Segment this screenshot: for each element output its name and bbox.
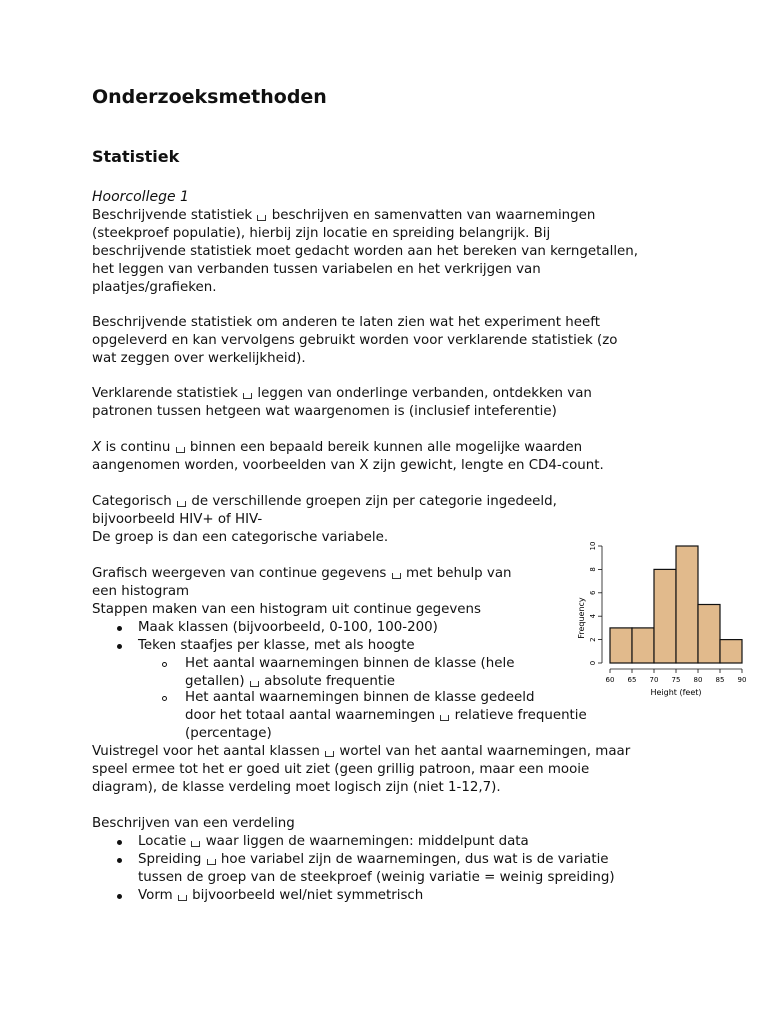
arrow-icon bbox=[325, 751, 334, 757]
x-tick-label: 80 bbox=[693, 676, 703, 684]
p2-line-2: opgeleverd en kan vervolgens gebruikt worden voor verklarende statistiek (zo bbox=[92, 333, 618, 348]
x-tick-label: 65 bbox=[627, 676, 637, 684]
arrow-icon bbox=[176, 447, 185, 453]
histogram-bar bbox=[720, 640, 742, 663]
p5-definition: de verschillende groepen zijn per categorie ingedeeld, bbox=[191, 494, 557, 509]
histogram-bar bbox=[698, 605, 720, 664]
sub-bullet-icon bbox=[162, 662, 167, 667]
p7-line-3: diagram), de klasse verdeling moet logisch zijn (niet 1-12,7). bbox=[92, 780, 501, 795]
steps-sub-2-line-3: (percentage) bbox=[185, 726, 272, 741]
x-tick-label: 90 bbox=[737, 676, 747, 684]
arrow-icon bbox=[243, 393, 252, 399]
p2-line-1: Beschrijvende statistiek om anderen te laten zien wat het experiment heeft bbox=[92, 315, 600, 330]
steps-sub-2-line-1: Het aantal waarnemingen binnen de klasse gedeeld bbox=[185, 690, 535, 705]
steps-sub-2-text: door het totaal aantal waarnemingen bbox=[185, 708, 436, 723]
histogram-bars bbox=[610, 546, 742, 663]
histogram-bar bbox=[610, 628, 632, 663]
p2-line-3: wat zeggen over werkelijkheid). bbox=[92, 351, 306, 366]
p6-line-3: Stappen maken van een histogram uit continue gegevens bbox=[92, 602, 481, 617]
x-axis-label: Height (feet) bbox=[650, 688, 702, 697]
histogram-bar bbox=[632, 628, 654, 663]
p1-line-1 bbox=[92, 207, 595, 225]
steps-sub-1-result: absolute frequentie bbox=[264, 674, 396, 689]
histogram-bar bbox=[676, 546, 698, 663]
arrow-icon bbox=[207, 859, 216, 865]
steps-sub-2-line-2 bbox=[185, 707, 587, 725]
x-tick-label: 70 bbox=[649, 676, 659, 684]
arrow-icon bbox=[178, 895, 187, 901]
steps-sub-2-result: relatieve frequentie bbox=[454, 708, 587, 723]
arrow-icon bbox=[440, 715, 449, 721]
x-tick-label: 75 bbox=[671, 676, 681, 684]
p5-line-3: De groep is dan een categorische variabele. bbox=[92, 530, 389, 545]
arrow-icon bbox=[392, 573, 401, 579]
p8-item-2-line-2: tussen de groep van de steekproef (weinig variatie = weinig spreiding) bbox=[138, 870, 615, 885]
p1-line-2: (steekproef populatie), hierbij zijn locatie en spreiding belangrijk. Bij bbox=[92, 226, 551, 241]
p6-term: Grafisch weergeven van continue gegevens bbox=[92, 566, 387, 581]
p8-item-3 bbox=[138, 887, 423, 905]
y-axis-label: Frequency bbox=[577, 597, 586, 639]
p1-line-3: beschrijvende statistiek moet gedacht worden aan het bereken van kerngetallen, bbox=[92, 244, 639, 259]
p8-item-2-definition: hoe variabel zijn de waarnemingen, dus wat is de variatie bbox=[220, 852, 609, 867]
arrow-icon bbox=[177, 501, 186, 507]
sub-bullet-icon bbox=[162, 696, 167, 701]
p1-definition: beschrijven en samenvatten van waarnemingen bbox=[271, 208, 596, 223]
histogram-chart bbox=[570, 538, 755, 703]
p8-item-2 bbox=[138, 851, 609, 869]
document-title: Onderzoeksmethoden bbox=[92, 86, 327, 108]
bullet-icon bbox=[117, 858, 122, 863]
p8-item-2-term: Spreiding bbox=[138, 852, 202, 867]
x-tick-label: 85 bbox=[715, 676, 725, 684]
steps-item-1: Maak klassen (bijvoorbeeld, 0-100, 100-200) bbox=[138, 620, 438, 635]
lecture-heading: Hoorcollege 1 bbox=[92, 189, 189, 205]
section-heading: Statistiek bbox=[92, 147, 180, 166]
histogram-bar bbox=[654, 569, 676, 663]
p1-line-5: plaatjes/grafieken. bbox=[92, 280, 217, 295]
p8-item-1 bbox=[138, 833, 529, 851]
p3-term: Verklarende statistiek bbox=[92, 386, 238, 401]
y-tick-label: 2 bbox=[589, 637, 597, 642]
p4-term: is continu bbox=[101, 440, 171, 455]
steps-sub-1-text: getallen) bbox=[185, 674, 245, 689]
p5-line-1 bbox=[92, 493, 557, 511]
p3-definition: leggen van onderlinge verbanden, ontdekken van bbox=[257, 386, 592, 401]
arrow-icon bbox=[250, 681, 259, 687]
p6-line-1 bbox=[92, 565, 512, 583]
p8-item-1-definition: waar liggen de waarnemingen: middelpunt data bbox=[205, 834, 529, 849]
bullet-icon bbox=[117, 840, 122, 845]
y-tick-label: 0 bbox=[589, 660, 597, 666]
steps-sub-1-line-1: Het aantal waarnemingen binnen de klasse (hele bbox=[185, 656, 515, 671]
p5-term: Categorisch bbox=[92, 494, 172, 509]
p3-line-2: patronen tussen hetgeen wat waargenomen is (inclusief inteferentie) bbox=[92, 404, 557, 419]
arrow-icon bbox=[191, 841, 200, 847]
p7-term: Vuistregel voor het aantal klassen bbox=[92, 744, 320, 759]
p8-item-3-term: Vorm bbox=[138, 888, 173, 903]
bullet-icon bbox=[117, 894, 122, 899]
steps-item-2: Teken staafjes per klasse, met als hoogte bbox=[138, 638, 415, 653]
p8-item-1-term: Locatie bbox=[138, 834, 187, 849]
y-tick-label: 8 bbox=[589, 567, 597, 572]
p7-line-2: speel ermee tot het er goed uit ziet (geen grillig patroon, maar een mooie bbox=[92, 762, 590, 777]
p8-item-3-definition: bijvoorbeeld wel/niet symmetrisch bbox=[192, 888, 424, 903]
p8-heading: Beschrijven van een verdeling bbox=[92, 816, 295, 831]
p4-line-1 bbox=[92, 439, 582, 457]
bullet-icon bbox=[117, 644, 122, 649]
p6-line-2: een histogram bbox=[92, 584, 190, 599]
p1-line-4: het leggen van verbanden tussen variabelen en het verkrijgen van bbox=[92, 262, 541, 277]
variable-x: X bbox=[92, 440, 102, 455]
y-tick-label: 4 bbox=[589, 613, 597, 619]
p7-line-1 bbox=[92, 743, 630, 761]
p4-line-2: aangenomen worden, voorbeelden van X zijn gewicht, lengte en CD4-count. bbox=[92, 458, 604, 473]
p7-definition: wortel van het aantal waarnemingen, maar bbox=[339, 744, 631, 759]
bullet-icon bbox=[117, 626, 122, 631]
y-tick-label: 10 bbox=[589, 541, 597, 551]
p5-line-2: bijvoorbeeld HIV+ of HIV- bbox=[92, 512, 263, 527]
p1-term: Beschrijvende statistiek bbox=[92, 208, 253, 223]
p4-definition: binnen een bepaald bereik kunnen alle mogelijke waarden bbox=[189, 440, 583, 455]
p3-line-1 bbox=[92, 385, 592, 403]
y-tick-label: 6 bbox=[589, 590, 597, 596]
p6-definition: met behulp van bbox=[405, 566, 512, 581]
arrow-icon bbox=[257, 215, 266, 221]
x-tick-label: 60 bbox=[605, 676, 615, 684]
